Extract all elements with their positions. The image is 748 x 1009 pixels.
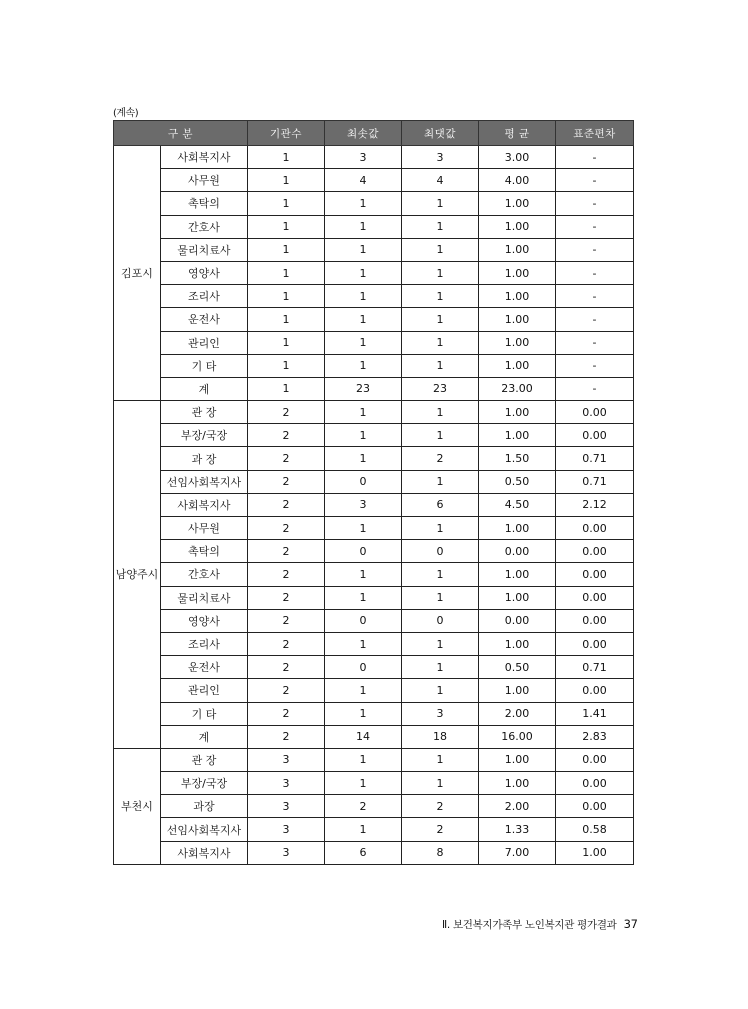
header-min: 최솟값 bbox=[325, 121, 402, 146]
cell-count: 2 bbox=[248, 563, 325, 586]
cell-role: 물리치료사 bbox=[161, 238, 248, 261]
table-body bbox=[114, 146, 634, 865]
cell-count: 2 bbox=[248, 424, 325, 447]
cell-max: 2 bbox=[402, 447, 479, 470]
cell-mean: 1.00 bbox=[479, 215, 556, 238]
cell-sd: - bbox=[556, 215, 634, 238]
cell-max: 2 bbox=[402, 818, 479, 841]
cell-role: 사무원 bbox=[161, 169, 248, 192]
cell-count: 3 bbox=[248, 772, 325, 795]
cell-mean: 1.00 bbox=[479, 563, 556, 586]
cell-role: 조리사 bbox=[161, 632, 248, 655]
cell-min: 1 bbox=[325, 632, 402, 655]
cell-role: 부장/국장 bbox=[161, 424, 248, 447]
cell-sd: 0.00 bbox=[556, 609, 634, 632]
cell-sd: 0.00 bbox=[556, 401, 634, 424]
cell-mean: 1.00 bbox=[479, 401, 556, 424]
cell-max: 1 bbox=[402, 748, 479, 771]
cell-count: 2 bbox=[248, 609, 325, 632]
region-cell: 남양주시 bbox=[114, 401, 161, 749]
cell-max: 1 bbox=[402, 679, 479, 702]
cell-mean: 1.00 bbox=[479, 632, 556, 655]
cell-count: 1 bbox=[248, 192, 325, 215]
cell-min: 3 bbox=[325, 146, 402, 169]
cell-count: 2 bbox=[248, 679, 325, 702]
cell-sd: 0.00 bbox=[556, 424, 634, 447]
cell-sd: 0.71 bbox=[556, 447, 634, 470]
cell-mean: 1.00 bbox=[479, 192, 556, 215]
cell-min: 1 bbox=[325, 261, 402, 284]
cell-max: 1 bbox=[402, 656, 479, 679]
cell-max: 1 bbox=[402, 586, 479, 609]
cell-max: 1 bbox=[402, 192, 479, 215]
cell-max: 1 bbox=[402, 285, 479, 308]
header-max: 최댓값 bbox=[402, 121, 479, 146]
cell-mean: 1.00 bbox=[479, 285, 556, 308]
cell-mean: 23.00 bbox=[479, 377, 556, 400]
cell-mean: 1.00 bbox=[479, 331, 556, 354]
staff-statistics-table bbox=[113, 120, 634, 865]
cell-min: 1 bbox=[325, 748, 402, 771]
table-row bbox=[114, 632, 634, 655]
cell-role: 기 타 bbox=[161, 702, 248, 725]
table-row bbox=[114, 563, 634, 586]
cell-min: 0 bbox=[325, 470, 402, 493]
cell-count: 1 bbox=[248, 261, 325, 284]
cell-role: 조리사 bbox=[161, 285, 248, 308]
cell-mean: 1.00 bbox=[479, 517, 556, 540]
cell-count: 1 bbox=[248, 238, 325, 261]
cell-sd: - bbox=[556, 192, 634, 215]
cell-role: 선임사회복지사 bbox=[161, 818, 248, 841]
cell-count: 2 bbox=[248, 586, 325, 609]
cell-role: 관리인 bbox=[161, 331, 248, 354]
cell-count: 1 bbox=[248, 169, 325, 192]
cell-sd: 0.71 bbox=[556, 470, 634, 493]
table-row bbox=[114, 795, 634, 818]
cell-sd: 0.00 bbox=[556, 679, 634, 702]
cell-max: 1 bbox=[402, 401, 479, 424]
table-row bbox=[114, 702, 634, 725]
cell-role: 기 타 bbox=[161, 354, 248, 377]
table-row bbox=[114, 609, 634, 632]
header-count: 기관수 bbox=[248, 121, 325, 146]
page-footer bbox=[442, 917, 638, 932]
cell-sd: 0.00 bbox=[556, 540, 634, 563]
cell-min: 4 bbox=[325, 169, 402, 192]
table-row bbox=[114, 656, 634, 679]
cell-min: 3 bbox=[325, 493, 402, 516]
cell-sd: - bbox=[556, 377, 634, 400]
cell-sd: - bbox=[556, 146, 634, 169]
cell-mean: 4.00 bbox=[479, 169, 556, 192]
cell-max: 1 bbox=[402, 308, 479, 331]
cell-min: 1 bbox=[325, 354, 402, 377]
cell-count: 1 bbox=[248, 308, 325, 331]
cell-sd: 0.58 bbox=[556, 818, 634, 841]
cell-mean: 1.00 bbox=[479, 261, 556, 284]
cell-mean: 0.50 bbox=[479, 470, 556, 493]
cell-max: 1 bbox=[402, 215, 479, 238]
cell-max: 0 bbox=[402, 609, 479, 632]
table-row bbox=[114, 540, 634, 563]
cell-count: 2 bbox=[248, 725, 325, 748]
cell-max: 3 bbox=[402, 146, 479, 169]
cell-max: 1 bbox=[402, 563, 479, 586]
cell-role: 간호사 bbox=[161, 215, 248, 238]
cell-sd: 1.41 bbox=[556, 702, 634, 725]
cell-sd: 0.00 bbox=[556, 517, 634, 540]
cell-min: 1 bbox=[325, 424, 402, 447]
cell-role: 간호사 bbox=[161, 563, 248, 586]
cell-sd: 0.00 bbox=[556, 748, 634, 771]
table-row bbox=[114, 447, 634, 470]
cell-mean: 1.00 bbox=[479, 354, 556, 377]
cell-sd: - bbox=[556, 238, 634, 261]
table-row bbox=[114, 261, 634, 284]
continued-label: (계속) bbox=[113, 108, 139, 119]
cell-count: 2 bbox=[248, 540, 325, 563]
cell-sd: - bbox=[556, 261, 634, 284]
cell-role: 영양사 bbox=[161, 261, 248, 284]
cell-sd: 0.00 bbox=[556, 795, 634, 818]
cell-mean: 16.00 bbox=[479, 725, 556, 748]
cell-role: 사무원 bbox=[161, 517, 248, 540]
cell-min: 14 bbox=[325, 725, 402, 748]
cell-max: 18 bbox=[402, 725, 479, 748]
header-category: 구 분 bbox=[114, 121, 248, 146]
table-row bbox=[114, 470, 634, 493]
cell-mean: 1.33 bbox=[479, 818, 556, 841]
cell-min: 2 bbox=[325, 795, 402, 818]
cell-min: 1 bbox=[325, 331, 402, 354]
table-row bbox=[114, 308, 634, 331]
cell-sd: 0.00 bbox=[556, 586, 634, 609]
cell-max: 1 bbox=[402, 424, 479, 447]
cell-min: 1 bbox=[325, 447, 402, 470]
cell-sd: 0.00 bbox=[556, 772, 634, 795]
cell-max: 1 bbox=[402, 772, 479, 795]
cell-role: 운전사 bbox=[161, 308, 248, 331]
cell-mean: 1.50 bbox=[479, 447, 556, 470]
table-row bbox=[114, 772, 634, 795]
cell-min: 0 bbox=[325, 540, 402, 563]
cell-role: 관 장 bbox=[161, 748, 248, 771]
cell-mean: 0.00 bbox=[479, 540, 556, 563]
table-row bbox=[114, 401, 634, 424]
table-row bbox=[114, 331, 634, 354]
cell-mean: 0.00 bbox=[479, 609, 556, 632]
cell-max: 1 bbox=[402, 261, 479, 284]
cell-min: 1 bbox=[325, 679, 402, 702]
cell-count: 1 bbox=[248, 354, 325, 377]
cell-max: 1 bbox=[402, 632, 479, 655]
cell-max: 8 bbox=[402, 841, 479, 864]
region-cell: 부천시 bbox=[114, 748, 161, 864]
cell-min: 1 bbox=[325, 215, 402, 238]
cell-mean: 7.00 bbox=[479, 841, 556, 864]
cell-count: 3 bbox=[248, 841, 325, 864]
cell-count: 2 bbox=[248, 493, 325, 516]
cell-count: 2 bbox=[248, 470, 325, 493]
cell-mean: 1.00 bbox=[479, 586, 556, 609]
cell-min: 1 bbox=[325, 401, 402, 424]
cell-mean: 1.00 bbox=[479, 238, 556, 261]
cell-role: 운전사 bbox=[161, 656, 248, 679]
cell-mean: 3.00 bbox=[479, 146, 556, 169]
cell-role: 영양사 bbox=[161, 609, 248, 632]
cell-role: 계 bbox=[161, 725, 248, 748]
table-row bbox=[114, 377, 634, 400]
table-header-row bbox=[114, 121, 634, 146]
cell-count: 1 bbox=[248, 146, 325, 169]
cell-count: 2 bbox=[248, 517, 325, 540]
cell-mean: 2.00 bbox=[479, 702, 556, 725]
cell-mean: 1.00 bbox=[479, 748, 556, 771]
cell-min: 23 bbox=[325, 377, 402, 400]
cell-mean: 1.00 bbox=[479, 308, 556, 331]
cell-max: 23 bbox=[402, 377, 479, 400]
cell-min: 6 bbox=[325, 841, 402, 864]
cell-max: 2 bbox=[402, 795, 479, 818]
cell-min: 1 bbox=[325, 285, 402, 308]
cell-max: 4 bbox=[402, 169, 479, 192]
cell-min: 1 bbox=[325, 702, 402, 725]
cell-count: 3 bbox=[248, 748, 325, 771]
cell-count: 1 bbox=[248, 331, 325, 354]
cell-count: 2 bbox=[248, 656, 325, 679]
cell-max: 1 bbox=[402, 238, 479, 261]
table-row bbox=[114, 725, 634, 748]
table-row bbox=[114, 238, 634, 261]
footer-chapter: Ⅱ. 보건복지가족부 노인복지관 평가결과 bbox=[442, 919, 617, 931]
cell-max: 1 bbox=[402, 470, 479, 493]
cell-sd: - bbox=[556, 354, 634, 377]
header-mean: 평 균 bbox=[479, 121, 556, 146]
cell-role: 사회복지사 bbox=[161, 841, 248, 864]
cell-role: 선임사회복지사 bbox=[161, 470, 248, 493]
table-row bbox=[114, 354, 634, 377]
cell-min: 1 bbox=[325, 308, 402, 331]
cell-sd: - bbox=[556, 331, 634, 354]
cell-min: 1 bbox=[325, 772, 402, 795]
cell-min: 0 bbox=[325, 609, 402, 632]
cell-count: 1 bbox=[248, 215, 325, 238]
table-row bbox=[114, 169, 634, 192]
cell-sd: - bbox=[556, 308, 634, 331]
page-number: 37 bbox=[623, 917, 638, 931]
cell-sd: 0.00 bbox=[556, 632, 634, 655]
cell-role: 계 bbox=[161, 377, 248, 400]
cell-role: 사회복지사 bbox=[161, 146, 248, 169]
cell-sd: - bbox=[556, 285, 634, 308]
cell-count: 2 bbox=[248, 401, 325, 424]
table-row bbox=[114, 818, 634, 841]
cell-min: 1 bbox=[325, 586, 402, 609]
cell-role: 촉탁의 bbox=[161, 540, 248, 563]
cell-sd: 2.12 bbox=[556, 493, 634, 516]
cell-min: 0 bbox=[325, 656, 402, 679]
cell-count: 1 bbox=[248, 285, 325, 308]
table-row bbox=[114, 679, 634, 702]
cell-count: 2 bbox=[248, 632, 325, 655]
cell-mean: 1.00 bbox=[479, 679, 556, 702]
table-row bbox=[114, 586, 634, 609]
cell-min: 1 bbox=[325, 238, 402, 261]
cell-min: 1 bbox=[325, 818, 402, 841]
cell-max: 1 bbox=[402, 517, 479, 540]
cell-role: 촉탁의 bbox=[161, 192, 248, 215]
table-row bbox=[114, 517, 634, 540]
table-row bbox=[114, 493, 634, 516]
table-row bbox=[114, 841, 634, 864]
cell-max: 3 bbox=[402, 702, 479, 725]
cell-sd: 1.00 bbox=[556, 841, 634, 864]
cell-role: 관리인 bbox=[161, 679, 248, 702]
cell-min: 1 bbox=[325, 563, 402, 586]
cell-role: 관 장 bbox=[161, 401, 248, 424]
cell-role: 물리치료사 bbox=[161, 586, 248, 609]
cell-role: 사회복지사 bbox=[161, 493, 248, 516]
table-row bbox=[114, 748, 634, 771]
cell-mean: 1.00 bbox=[479, 424, 556, 447]
cell-min: 1 bbox=[325, 192, 402, 215]
cell-count: 3 bbox=[248, 795, 325, 818]
cell-mean: 0.50 bbox=[479, 656, 556, 679]
cell-sd: - bbox=[556, 169, 634, 192]
cell-mean: 1.00 bbox=[479, 772, 556, 795]
cell-role: 과장 bbox=[161, 795, 248, 818]
cell-count: 1 bbox=[248, 377, 325, 400]
region-cell: 김포시 bbox=[114, 146, 161, 401]
cell-sd: 0.71 bbox=[556, 656, 634, 679]
cell-max: 1 bbox=[402, 331, 479, 354]
header-sd: 표준편차 bbox=[556, 121, 634, 146]
cell-sd: 0.00 bbox=[556, 563, 634, 586]
cell-max: 0 bbox=[402, 540, 479, 563]
cell-mean: 2.00 bbox=[479, 795, 556, 818]
cell-count: 2 bbox=[248, 702, 325, 725]
cell-mean: 4.50 bbox=[479, 493, 556, 516]
cell-max: 6 bbox=[402, 493, 479, 516]
cell-role: 과 장 bbox=[161, 447, 248, 470]
cell-min: 1 bbox=[325, 517, 402, 540]
cell-sd: 2.83 bbox=[556, 725, 634, 748]
cell-role: 부장/국장 bbox=[161, 772, 248, 795]
table-row bbox=[114, 424, 634, 447]
table-row bbox=[114, 285, 634, 308]
table-row bbox=[114, 192, 634, 215]
cell-count: 2 bbox=[248, 447, 325, 470]
table-row bbox=[114, 215, 634, 238]
cell-count: 3 bbox=[248, 818, 325, 841]
cell-max: 1 bbox=[402, 354, 479, 377]
table-row bbox=[114, 146, 634, 169]
